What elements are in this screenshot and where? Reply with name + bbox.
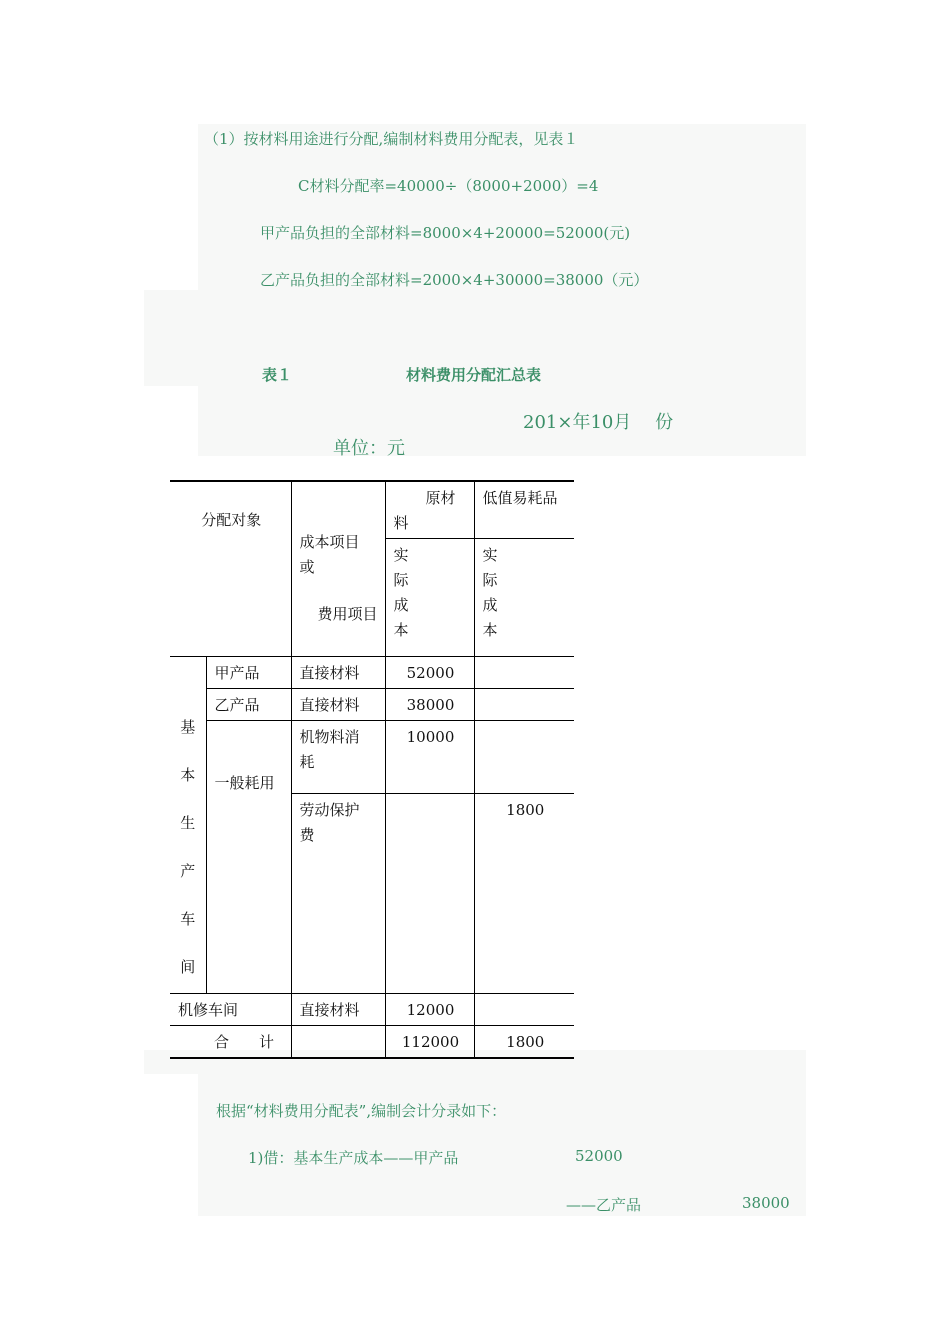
intro-line-2: C材料分配率=40000÷（8000+2000）=4 <box>298 177 599 195</box>
shade-entries-b <box>198 1074 806 1216</box>
intro-line-4: 乙产品负担的全部材料=2000×4+30000=38000（元） <box>260 271 649 289</box>
row-b-item: 直接材料 <box>291 689 385 721</box>
entries-intro: 根据“材料费用分配表”,编制会计分录如下： <box>216 1102 507 1120</box>
row-c-item: 机物料消耗 <box>299 728 360 771</box>
table-unit: 单位：元 <box>333 438 405 459</box>
header-raw-cell <box>385 481 474 539</box>
header-actual-cost-raw: 实际成本 <box>393 546 437 639</box>
row-d-raw <box>385 794 474 994</box>
row-e-low <box>474 994 574 1026</box>
row-d-item-cell <box>291 794 385 994</box>
row-a-low <box>474 657 574 689</box>
table-label: 表１ <box>262 366 293 384</box>
row-e-object: 机修车间 <box>170 994 291 1026</box>
header-cost-item-2: 费用项目 <box>317 605 378 623</box>
row-a-raw: 52000 <box>385 657 474 689</box>
row-c-low <box>474 721 574 794</box>
header-cost-item-cell <box>291 481 385 657</box>
total-low: 1800 <box>474 1026 574 1059</box>
shade-header <box>198 386 806 456</box>
entry-1-label: 1)借：基本生产成本——甲产品 <box>248 1149 459 1167</box>
row-d-item: 劳动保护费 <box>299 801 360 844</box>
header-raw: 原材料 <box>393 489 456 532</box>
intro-line-3: 甲产品负担的全部材料=8000×4+20000=52000(元) <box>260 224 631 242</box>
total-item <box>291 1026 385 1059</box>
entry-2-label: ——乙产品 <box>566 1196 642 1214</box>
row-b-raw: 38000 <box>385 689 474 721</box>
row-e-raw: 12000 <box>385 994 474 1026</box>
row-a-object: 甲产品 <box>206 657 291 689</box>
entry-2-amount: 38000 <box>742 1194 790 1212</box>
header-actual-cost-low-cell <box>474 539 574 657</box>
row-b-low <box>474 689 574 721</box>
row-a-item: 直接材料 <box>291 657 385 689</box>
row-e-item: 直接材料 <box>291 994 385 1026</box>
row-d-low: 1800 <box>474 794 574 994</box>
table-title: 材料费用分配汇总表 <box>406 366 542 384</box>
group-basic-workshop <box>170 657 206 994</box>
header-low-cell <box>474 481 574 539</box>
header-cost-item-1: 成本项目或 <box>299 533 360 576</box>
total-raw: 112000 <box>385 1026 474 1059</box>
header-object: 分配对象 <box>201 511 262 529</box>
row-general-label: 一般耗用 <box>214 774 275 792</box>
group-basic-workshop-label: 基本生产车间 <box>180 718 196 976</box>
header-object-cell <box>170 481 291 657</box>
header-actual-cost-low: 实际成本 <box>482 546 526 639</box>
header-actual-cost-raw-cell <box>385 539 474 657</box>
row-general-object <box>206 721 291 994</box>
intro-line-1: （1）按材料用途进行分配,编制材料费用分配表，见表１ <box>204 130 579 148</box>
total-label: 合 计 <box>170 1026 291 1059</box>
material-allocation-table <box>170 480 574 1059</box>
row-b-object: 乙产品 <box>206 689 291 721</box>
row-c-raw: 10000 <box>385 721 474 794</box>
header-low: 低值易耗品 <box>482 489 558 507</box>
row-c-item-cell <box>291 721 385 794</box>
entry-1-amount: 52000 <box>575 1147 623 1165</box>
table-date: 201×年10月 份 <box>523 412 674 433</box>
